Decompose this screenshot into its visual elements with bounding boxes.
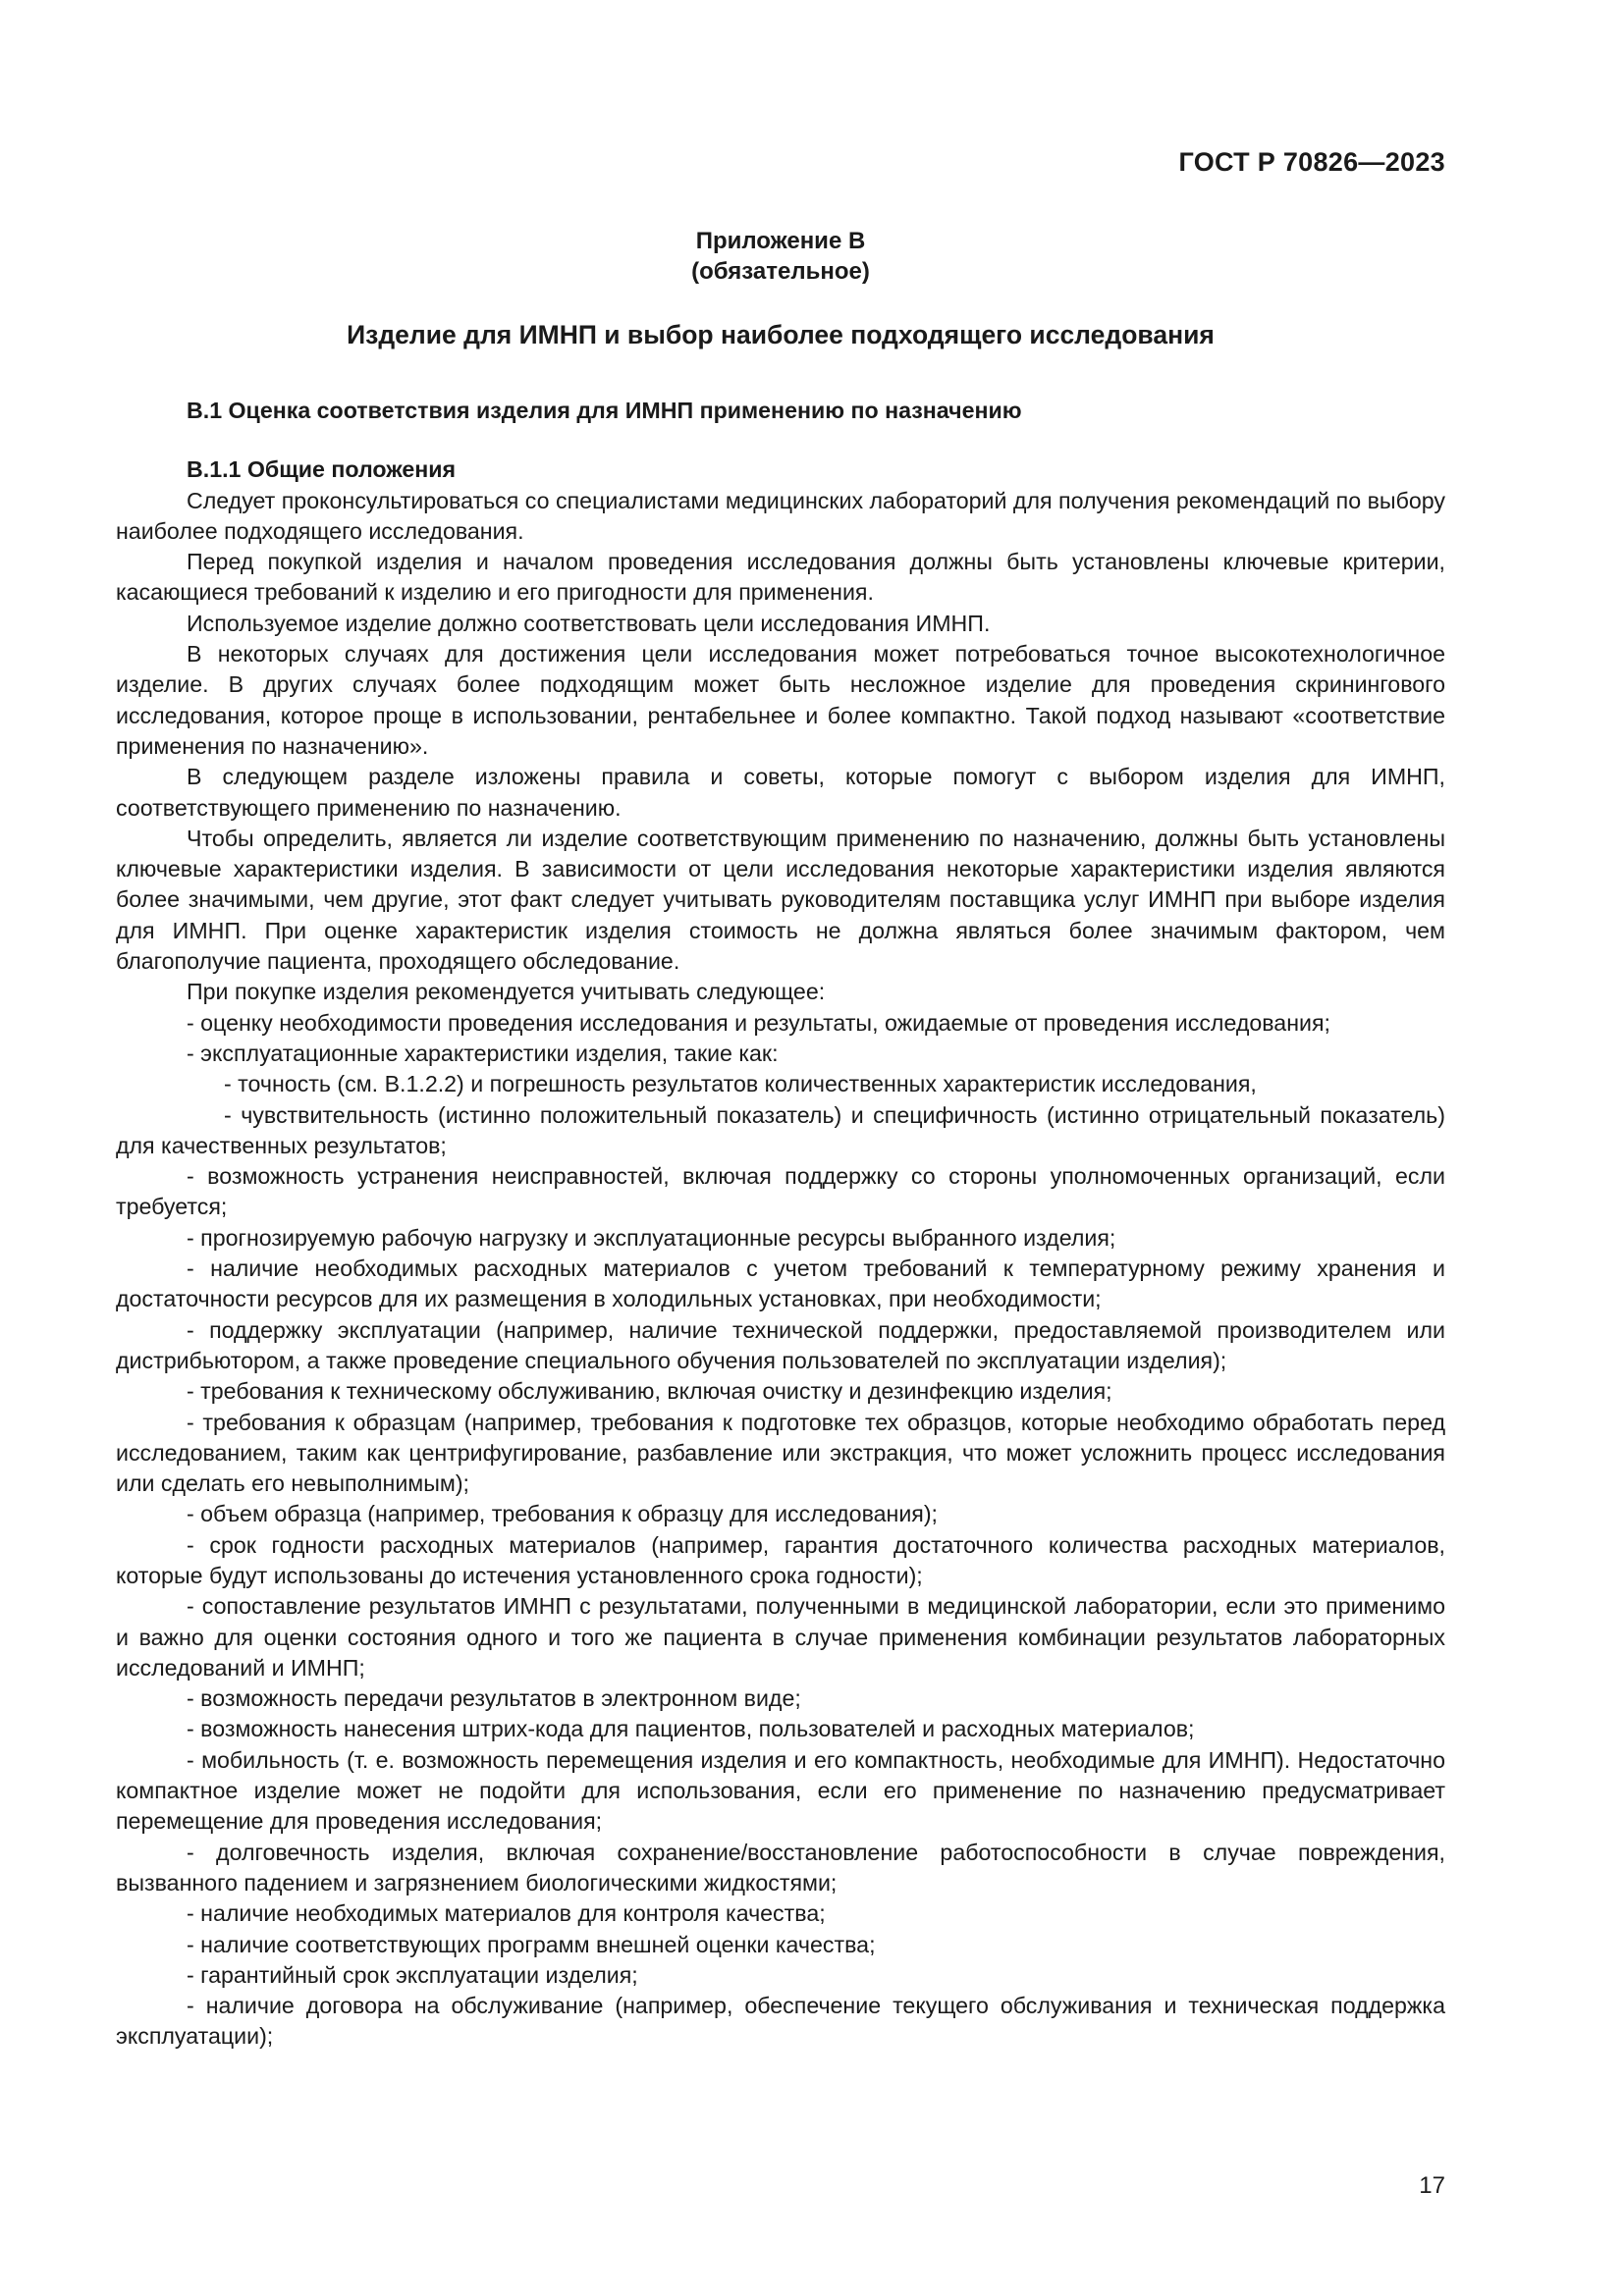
annex-label: Приложение В [695, 228, 866, 254]
paragraph: В следующем разделе изложены правила и советы, которые помогут с выбором изделия для ИМНП, соответствующего применению по назначению. [116, 764, 1445, 821]
annex-label-block [116, 226, 1445, 287]
list-item: - прогнозируемую рабочую нагрузку и эксплуатационные ресурсы выбранного изделия; [187, 1224, 1116, 1251]
list-item: - мобильность (т. е. возможность перемещения изделия и его компактность, необходимые для ИМНП). Недостаточно компактное изделие может не подойти для использования, если его применение по назначению предусматривает перемещение для проведения исследования; [116, 1746, 1445, 1835]
paragraph: При покупке изделия рекомендуется учитывать следующее: [187, 979, 826, 1005]
list-item: - срок годности расходных материалов (например, гарантия достаточного количества расходных материалов, которые будут использованы до истечения установленного срока годности); [116, 1531, 1445, 1588]
list-item: - возможность устранения неисправностей, включая поддержку со стороны уполномоченных организаций, если требуется; [116, 1163, 1445, 1220]
list-item: - оценку необходимости проведения исследования и результаты, ожидаемые от проведения исследования; [187, 1009, 1330, 1036]
list-item: - наличие необходимых материалов для контроля качества; [187, 1900, 826, 1927]
paragraph: Следует проконсультироваться со специалистами медицинских лабораторий для получения рекомендаций по выбору наиболее подходящего исследования. [116, 487, 1445, 544]
list-item: - наличие необходимых расходных материалов с учетом требований к температурному режиму хранения и достаточности ресурсов для их размещения в холодильных установках, при необходимости; [116, 1255, 1445, 1312]
sub-list-item: - чувствительность (истинно положительный показатель) и специфичность (истинно отрицательный показатель) для качественных результатов; [116, 1101, 1445, 1158]
body-text [116, 396, 1445, 2053]
sub-list-item: - точность (см. В.1.2.2) и погрешность результатов количественных характеристик исследования, [224, 1071, 1257, 1097]
page-number: 17 [1419, 2172, 1445, 2199]
list-item: - наличие договора на обслуживание (например, обеспечение текущего обслуживания и техническая поддержка эксплуатации); [116, 1993, 1445, 2050]
paragraph: В некоторых случаях для достижения цели исследования может потребоваться точное высокотехнологичное изделие. В других случаях более подходящим может быть несложное изделие для проведения скринингового исследования, которое проще в использовании, рентабельнее и более компактно. Такой подход называют «соответствие применения по назначению». [116, 641, 1445, 759]
annex-status: (обязательное) [691, 258, 870, 285]
list-item: - возможность передачи результатов в электронном виде; [187, 1685, 801, 1712]
list-item: - объем образца (например, требования к образцу для исследования); [187, 1501, 938, 1527]
section-heading: В.1 Оценка соответствия изделия для ИМНП применению по назначению [187, 398, 1022, 423]
standard-number: ГОСТ Р 70826—2023 [1178, 147, 1445, 177]
document-page [116, 0, 1445, 2296]
paragraph: Используемое изделие должно соответствовать цели исследования ИМНП. [187, 610, 991, 636]
paragraph: Чтобы определить, является ли изделие соответствующим применению по назначению, должны быть установлены ключевые характеристики изделия. В зависимости от цели исследования некоторые характеристики изделия являются более значимыми, чем другие, этот факт следует учитывать руководителям поставщика услуг ИМНП при выборе изделия для ИМНП. При оценке характеристик изделия стоимость не должна являться более значимым фактором, чем благополучие пациента, проходящего обследование. [116, 825, 1445, 975]
list-item: - требования к техническому обслуживанию, включая очистку и дезинфекцию изделия; [187, 1378, 1112, 1405]
list-item: - поддержку эксплуатации (например, наличие технической поддержки, предоставляемой производителем или дистрибьютором, а также проведение специального обучения пользователей по эксплуатации изделия); [116, 1316, 1445, 1373]
list-item: - наличие соответствующих программ внешней оценки качества; [187, 1931, 876, 1957]
list-item: - возможность нанесения штрих-кода для пациентов, пользователей и расходных материалов; [187, 1716, 1195, 1742]
annex-title: Изделие для ИМНП и выбор наиболее подходящего исследования [347, 320, 1215, 349]
paragraph: Перед покупкой изделия и началом проведения исследования должны быть установлены ключевые критерии, касающиеся требований к изделию и его пригодности для применения. [116, 549, 1445, 606]
list-item: - требования к образцам (например, требования к подготовке тех образцов, которые необходимо обработать перед исследованием, таким как центрифугирование, разбавление или экстракция, что может усложнить процесс исследования или сделать его невыполнимым); [116, 1409, 1445, 1497]
list-item: - долговечность изделия, включая сохранение/восстановление работоспособности в случае повреждения, вызванного падением и загрязнением биологическими жидкостями; [116, 1839, 1445, 1896]
list-item: - сопоставление результатов ИМНП с результатами, полученными в медицинской лаборатории, если это применимо и важно для оценки состояния одного и того же пациента в случае применения комбинации результатов лабораторных исследований и ИМНП; [116, 1593, 1445, 1681]
list-item: - эксплуатационные характеристики изделия, такие как: [187, 1040, 779, 1066]
subsection-heading: В.1.1 Общие положения [187, 456, 457, 483]
list-item: - гарантийный срок эксплуатации изделия; [187, 1961, 638, 1988]
